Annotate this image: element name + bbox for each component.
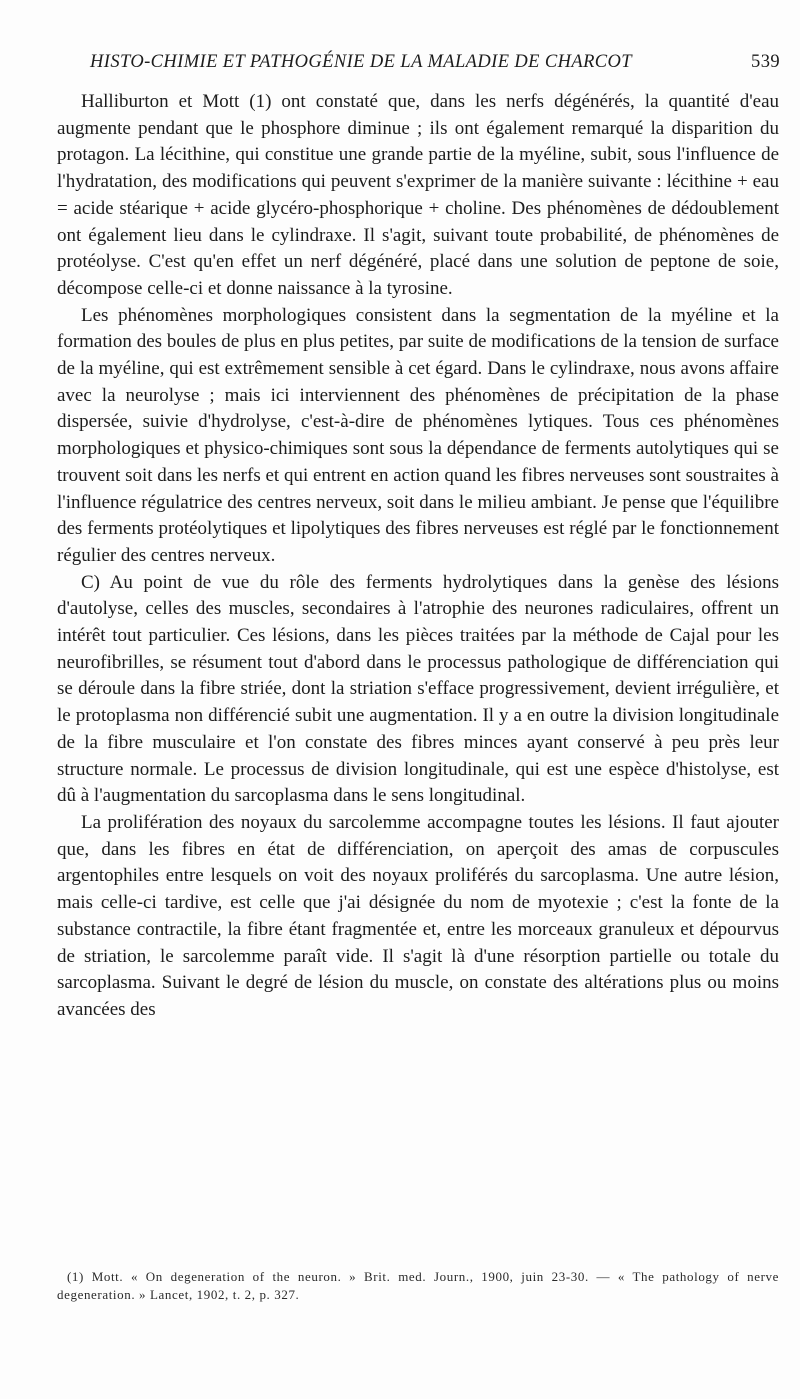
running-head-title: HISTO-CHIMIE ET PATHOGÉNIE DE LA MALADIE DE CHARCOT [90,52,632,72]
running-head [90,52,780,80]
paragraph-morphological-phenomena: Les phénomènes morphologiques consistent dans la segmentation de la myéline et la formation des boules de plus en plus petites, par suite de modifications de la tension de surface de la myéline, qui est extrêmement sensible à cet égard. Dans le cylindraxe, nous avons affaire avec la neurolyse ; mais ici interviennent des phénomènes de précipitation de la phase dispersée, suivie d'hydrolyse, c'est-à-dire de phénomènes lytiques. Tous ces phénomènes morphologiques et physico-chimiques sont sous la dépendance de ferments autolytiques qui se trouvent soit dans les nerfs et qui entrent en action quand les fibres nerveuses sont soustraites à l'influence régulatrice des centres nerveux, soit dans le milieu ambiant. Je pense que l'équilibre des ferments protéolytiques et lipolytiques des fibres nerveuses est réglé par le fonctionnement régulier des centres nerveux. [57,304,779,566]
paragraph-nuclei-proliferation: La prolifération des noyaux du sarcolemme accompagne toutes les lésions. Il faut ajouter que, dans les fibres en état de différenciation, on aperçoit des amas de corpuscules argentophiles entre lesquels on voit des noyaux proliférés du sarcoplasma. Une autre lésion, mais celle-ci tardive, est celle que j'ai désignée du nom de myotexie ; c'est la fonte de la substance contractile, la fibre étant fragmentée et, entre les morceaux granuleux et dépourvus de striation, le sarcolemme paraît vide. Il s'agit là d'une résorption partielle ou totale du sarcoplasma. Suivant le degré de lésion du muscle, on constate des altérations plus ou moins avancées des [57,811,779,1020]
footnote: (1) Mott. « On degeneration of the neuron. » Brit. med. Journ., 1900, juin 23-30. — « The pathology of nerve degeneration. » Lancet, 1902, t. 2, p. 327. [57,1269,779,1302]
paragraph-hydrolytic-ferments: C) Au point de vue du rôle des ferments hydrolytiques dans la genèse des lésions d'autolyse, celles des muscles, secondaires à l'atrophie des neurones radiculaires, offrent un intérêt tout particulier. Ces lésions, dans les pièces traitées par la méthode de Cajal pour les neurofibrilles, se résument tout d'abord dans le processus pathologique de différenciation qui se déroule dans la fibre striée, dont la striation s'efface progressivement, devient irrégulière, et le protoplasma non différencié subit une augmentation. Il y a en outre la division longitudinale de la fibre musculaire et l'on constate des fibres minces ayant conservé à peu près leur structure normale. Le processus de division longitudinale, qui est une espèce d'histolyse, est dû à l'augmentation du sarcoplasma dans le sens longitudinal. [57,571,779,807]
body-text [57,89,779,1024]
paragraph-halliburton-mott: Halliburton et Mott (1) ont constaté que, dans les nerfs dégénérés, la quantité d'eau augmente pendant que le phosphore diminue ; ils ont également remarqué la disparition du protagon. La lécithine, qui constitue une grande partie de la myéline, subit, sous l'influence de l'hydratation, des modifications qui peuvent s'exprimer de la manière suivante : lécithine + eau = acide stéarique + acide glycéro-phosphorique + choline. Des phénomènes de dédoublement ont également lieu dans le cylindraxe. Il s'agit, suivant toute probabilité, de phénomènes de protéolyse. C'est qu'en effet un nerf dégénéré, placé dans une solution de peptone de soie, décompose celle-ci et donne naissance à la tyrosine. [57,91,779,299]
page-number: 539 [751,52,780,72]
